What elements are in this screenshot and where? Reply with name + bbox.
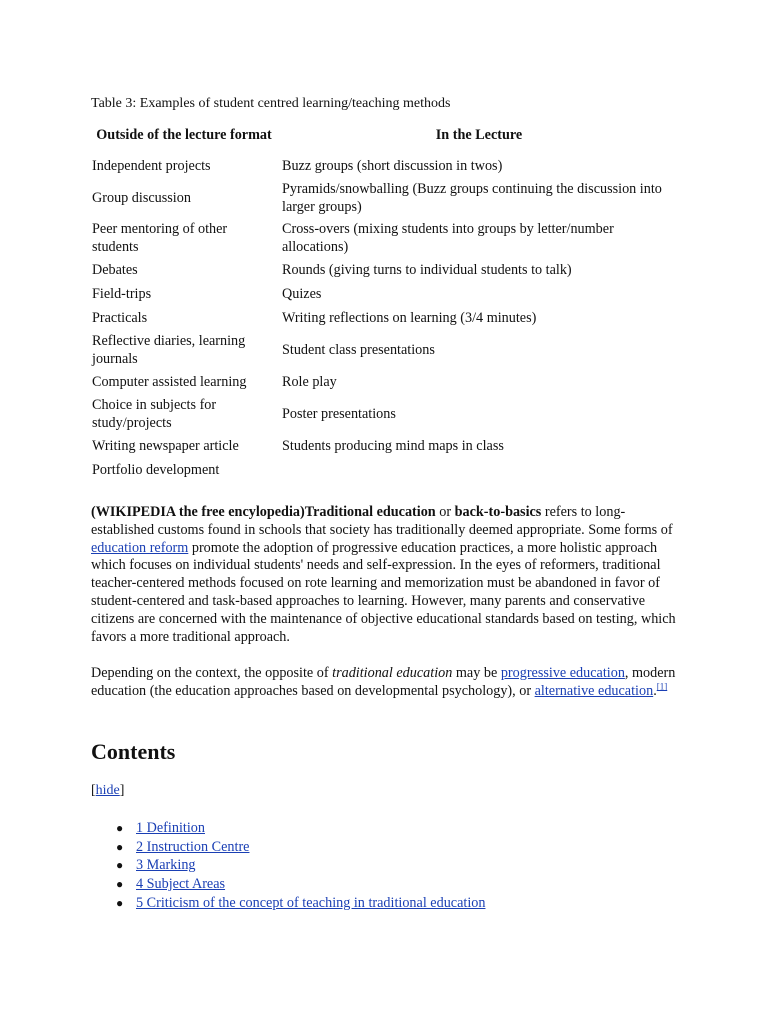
table-cell-outside: Practicals — [92, 310, 148, 326]
table-cell-outside: Portfolio development — [92, 462, 220, 478]
italic-term: traditional education — [332, 665, 453, 681]
column-header-in-lecture: In the Lecture — [435, 127, 523, 143]
wikipedia-paragraph — [91, 504, 681, 646]
table-row — [89, 282, 679, 306]
table-cell-outside: Choice in subjects for study/projects — [92, 397, 217, 431]
paragraph-text: promote the adoption of progressive education practices, a more holistic approach which focuses on individual students' needs and self-expression. In the eyes of reformers, traditional teacher-centered methods focused on rote learning and memorization must be abandoned in favor of student-centered and task-based approaches to learning. However, many parents and conservative citizens are concerned with the maintenance of objective educational standards based on testing, which favors a more traditional approach. — [91, 539, 676, 645]
toc-item — [91, 838, 485, 857]
table-cell-lecture: Buzz groups (short discussion in twos) — [282, 158, 503, 174]
toc-link-subject-areas[interactable]: 4 Subject Areas — [136, 876, 226, 893]
table-cell-lecture: Rounds (giving turns to individual students to talk) — [282, 262, 572, 278]
toc-item — [91, 875, 485, 894]
paragraph-text: may be — [452, 665, 501, 681]
table-row — [89, 458, 679, 482]
table-header-row — [89, 116, 679, 154]
bullet-icon: ● — [116, 877, 124, 892]
table-cell-outside: Independent projects — [92, 158, 211, 174]
table-cell-outside: Peer mentoring of other students — [92, 221, 228, 255]
term-back-to-basics: back-to-basics — [454, 504, 542, 520]
table-row — [89, 218, 679, 258]
bullet-icon: ● — [116, 895, 124, 910]
bracket-close: ] — [119, 783, 125, 798]
toc-link-criticism[interactable]: 5 Criticism of the concept of teaching in traditional education — [136, 894, 486, 911]
bullet-icon: ● — [116, 839, 124, 854]
table-cell-lecture: Quizes — [282, 286, 322, 302]
education-reform-link[interactable]: education reform — [91, 539, 189, 556]
table-cell-lecture: Poster presentations — [282, 406, 396, 422]
bullet-icon: ● — [116, 821, 124, 835]
reference-link[interactable]: [1] — [656, 681, 668, 692]
paragraph-text: refers to long-established customs found in schools that society has traditionally deemed appropriate. Some forms of — [91, 504, 673, 538]
toc-item — [91, 819, 485, 838]
toc-item — [91, 856, 485, 875]
table-caption: Table 3: Examples of student centred learning/teaching methods — [91, 96, 451, 111]
table-cell-outside: Writing newspaper article — [92, 438, 239, 454]
hide-link[interactable]: hide — [95, 783, 120, 798]
toc-link-instruction-centre[interactable]: 2 Instruction Centre — [136, 838, 250, 855]
bullet-icon: ● — [116, 858, 124, 873]
contents-toggle — [91, 782, 124, 800]
methods-table — [89, 116, 679, 482]
column-header-outside: Outside of the lecture format — [96, 127, 272, 143]
table-of-contents — [91, 819, 485, 912]
table-cell-outside: Field-trips — [92, 286, 152, 302]
toc-item — [91, 894, 485, 913]
paragraph-text: , modern education (the education approaches based on developmental psychology), or — [91, 665, 676, 699]
table-cell-lecture: Cross-overs (mixing students into groups by letter/number allocations) — [282, 221, 614, 255]
toc-link-definition[interactable]: 1 Definition — [136, 820, 205, 836]
progressive-education-link[interactable]: progressive education — [500, 665, 625, 681]
table-row — [89, 330, 679, 370]
bracket-open: [ — [91, 783, 96, 798]
table-cell-outside: Computer assisted learning — [92, 374, 247, 390]
table-row — [89, 394, 679, 434]
paragraph-text: Depending on the context, the opposite of — [91, 665, 333, 681]
source-attribution: (WIKIPEDIA the free encylopedia) — [91, 504, 305, 520]
term-traditional-education: Traditional education — [304, 504, 436, 520]
paragraph-text: . — [653, 683, 657, 699]
table-row — [89, 258, 679, 282]
table-cell-lecture: Pyramids/snowballing (Buzz groups continuing the discussion into larger groups) — [282, 181, 662, 215]
table-row — [89, 154, 679, 178]
toc-link-marking[interactable]: 3 Marking — [136, 857, 196, 874]
table-cell-lecture: Students producing mind maps in class — [282, 438, 504, 454]
contents-heading: Contents — [91, 739, 176, 764]
table-cell-lecture: Writing reflections on learning (3/4 minutes) — [282, 310, 537, 326]
table-cell-lecture: Role play — [282, 374, 337, 390]
table-row — [89, 178, 679, 218]
table-cell-outside: Group discussion — [92, 190, 191, 206]
table-row — [89, 370, 679, 394]
table-cell-lecture — [279, 458, 679, 482]
table-row — [89, 434, 679, 458]
table-cell-outside: Reflective diaries, learning journals — [92, 333, 246, 367]
table-row — [89, 306, 679, 330]
opposite-paragraph — [91, 664, 681, 700]
alternative-education-link[interactable]: alternative education — [534, 683, 654, 699]
conjunction-text: or — [435, 504, 455, 520]
table-cell-lecture: Student class presentations — [282, 342, 435, 358]
table-cell-outside: Debates — [92, 262, 138, 278]
